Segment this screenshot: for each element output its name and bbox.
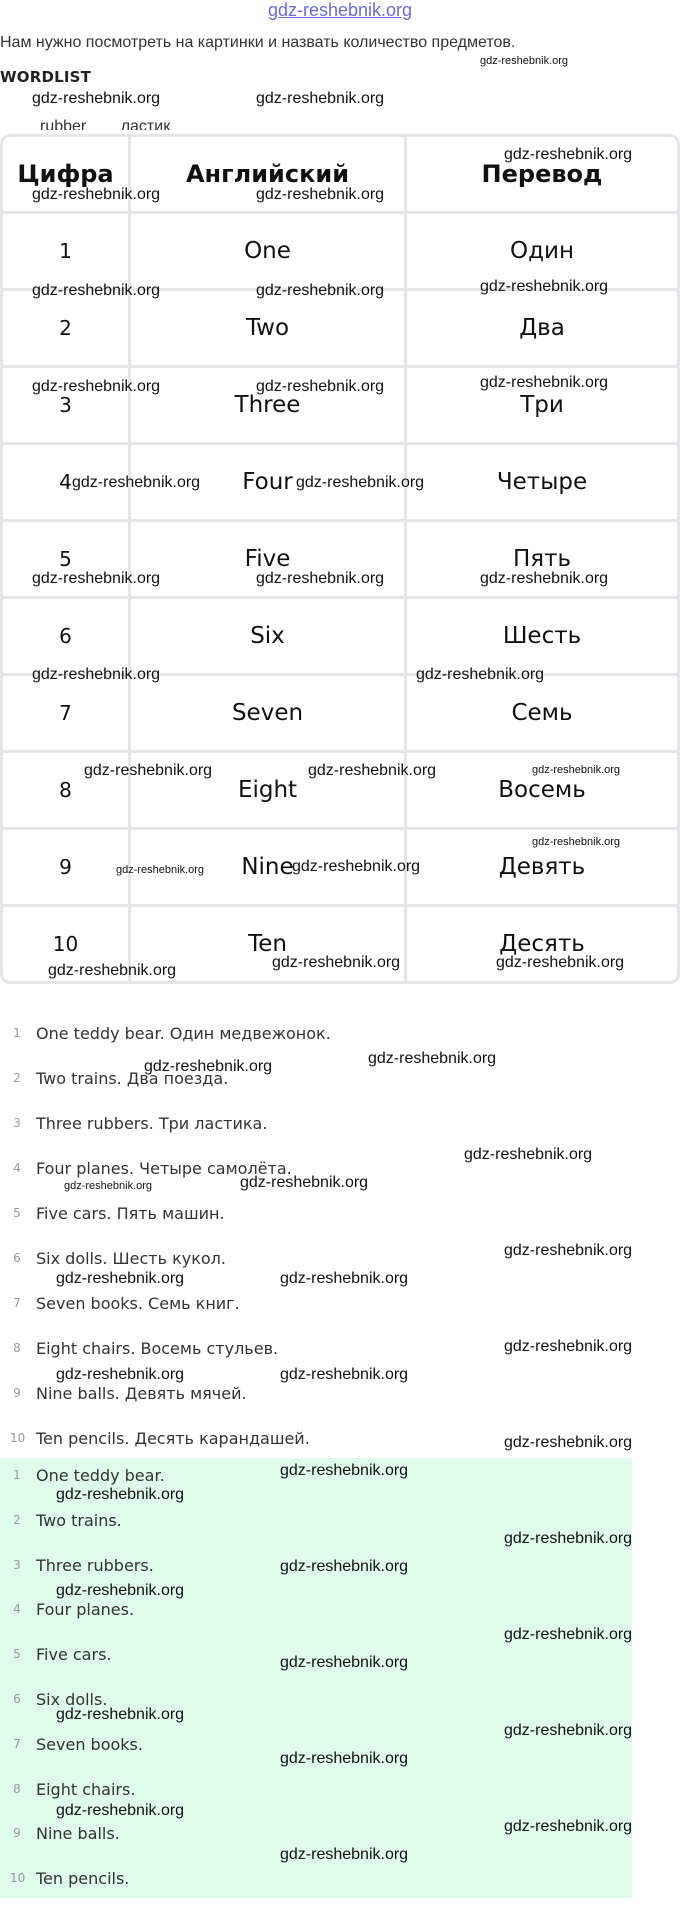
list-text: Nine balls. xyxy=(36,1824,120,1844)
cell-english: Two xyxy=(131,291,407,368)
table-row xyxy=(3,753,677,830)
list-number: 8 xyxy=(13,1341,21,1355)
cell-translation: Семь xyxy=(407,676,677,753)
cell-translation: Десять xyxy=(499,931,585,957)
watermark: gdz-reshebnik.org xyxy=(116,864,205,876)
list-number: 5 xyxy=(13,1206,21,1220)
list-text: Three rubbers. Три ластика. xyxy=(36,1114,268,1133)
watermark: gdz-reshebnik.org xyxy=(144,1058,273,1075)
numbers-table xyxy=(0,134,680,984)
watermark: gdz-reshebnik.org xyxy=(280,1270,409,1287)
watermark: gdz-reshebnik.org xyxy=(464,1146,593,1163)
sentence-list xyxy=(0,1020,632,1470)
list-text: Six dolls. xyxy=(36,1689,108,1709)
list-number: 1 xyxy=(13,1026,21,1040)
cell-translation: Шесть xyxy=(407,599,677,676)
watermark: gdz-reshebnik.org xyxy=(504,1818,633,1835)
watermark: gdz-reshebnik.org xyxy=(32,378,161,395)
cell-english: One xyxy=(131,214,407,291)
watermark: gdz-reshebnik.org xyxy=(504,1722,633,1739)
list-item xyxy=(0,1772,632,1817)
watermark: gdz-reshebnik.org xyxy=(32,282,161,299)
list-number: 6 xyxy=(13,1251,21,1265)
list-number: 4 xyxy=(13,1161,21,1175)
list-item xyxy=(0,1020,632,1065)
watermark: gdz-reshebnik.org xyxy=(292,858,421,875)
cell-english: Five xyxy=(131,522,407,599)
watermark: gdz-reshebnik.org xyxy=(64,1180,153,1192)
watermark: gdz-reshebnik.org xyxy=(504,1626,633,1643)
table-header-row xyxy=(3,137,677,214)
cell-digit: 6 xyxy=(3,599,131,676)
list-text: Four planes. Четыре самолёта. xyxy=(36,1159,292,1178)
watermark: gdz-reshebnik.org xyxy=(72,474,201,491)
list-item xyxy=(0,1290,632,1335)
cell-digit: 5 xyxy=(3,522,131,599)
watermark: gdz-reshebnik.org xyxy=(504,1530,633,1547)
watermark: gdz-reshebnik.org xyxy=(280,1462,409,1479)
cell-digit: 4 xyxy=(3,445,131,522)
list-text: Eight chairs. xyxy=(36,1779,136,1799)
list-number: 4 xyxy=(13,1602,21,1617)
cell-english: Ten xyxy=(131,907,407,981)
cell-translation: Один xyxy=(407,214,677,291)
wordlist-words: rubber ластик xyxy=(40,118,171,130)
list-item xyxy=(0,1380,632,1425)
list-text: Ten pencils. Десять карандашей. xyxy=(36,1429,310,1448)
cell-digit: 7 xyxy=(3,676,131,753)
watermark: gdz-reshebnik.org xyxy=(280,1846,409,1863)
list-number: 7 xyxy=(13,1736,21,1751)
cell-digit: 10 xyxy=(3,907,131,981)
table-row xyxy=(3,676,677,753)
list-number: 6 xyxy=(13,1691,21,1706)
table-row xyxy=(3,214,677,291)
list-number: 3 xyxy=(13,1557,21,1572)
list-item xyxy=(0,1727,632,1772)
watermark: gdz-reshebnik.org xyxy=(308,762,437,779)
task-instruction: Нам нужно посмотреть на картинки и назвать количество предметов. xyxy=(0,34,516,51)
list-number: 7 xyxy=(13,1296,21,1310)
list-text: Eight chairs. Восемь стульев. xyxy=(36,1339,279,1358)
cell-english: Six xyxy=(131,599,407,676)
watermark: gdz-reshebnik.org xyxy=(296,474,425,491)
list-text: Five cars. xyxy=(36,1645,112,1665)
watermark: gdz-reshebnik.org xyxy=(56,1582,185,1599)
cell-english: Nine xyxy=(131,830,407,907)
watermark: gdz-reshebnik.org xyxy=(256,90,385,107)
list-item xyxy=(0,1548,632,1593)
watermark: gdz-reshebnik.org xyxy=(256,378,385,395)
watermark: gdz-reshebnik.org xyxy=(280,1654,409,1671)
list-number: 10 xyxy=(10,1431,26,1445)
table-row xyxy=(3,599,677,676)
table-row xyxy=(3,907,677,981)
list-text: One teddy bear. Один медвежонок. xyxy=(36,1024,331,1043)
list-item xyxy=(0,1110,632,1155)
list-number: 9 xyxy=(13,1826,21,1841)
header-digit: Цифра xyxy=(3,137,131,214)
list-text: Two trains. xyxy=(36,1510,122,1530)
watermark: gdz-reshebnik.org xyxy=(56,1366,185,1383)
watermark: gdz-reshebnik.org xyxy=(504,1338,633,1355)
cell-digit: 2 xyxy=(3,291,131,368)
header-translation: Перевод xyxy=(407,137,677,214)
list-number: 1 xyxy=(13,1468,21,1482)
list-text: Seven books. Семь книг. xyxy=(36,1294,240,1313)
watermark: gdz-reshebnik.org xyxy=(256,282,385,299)
watermark: gdz-reshebnik.org xyxy=(496,954,625,971)
list-item xyxy=(0,1458,632,1503)
watermark: gdz-reshebnik.org xyxy=(532,764,621,776)
list-item xyxy=(0,1861,632,1906)
cell-english: Three xyxy=(131,368,407,445)
watermark: gdz-reshebnik.org xyxy=(368,1050,497,1067)
watermark: gdz-reshebnik.org xyxy=(56,1486,185,1503)
list-item xyxy=(0,1816,632,1861)
cell-digit: 1 xyxy=(3,214,131,291)
table-row xyxy=(3,522,677,599)
list-text: Seven books. xyxy=(36,1734,143,1754)
watermark: gdz-reshebnik.org xyxy=(32,666,161,683)
watermark: gdz-reshebnik.org xyxy=(32,570,161,587)
watermark: gdz-reshebnik.org xyxy=(56,1270,185,1287)
list-item xyxy=(0,1245,632,1290)
list-text: Ten pencils. xyxy=(36,1869,130,1889)
watermark: gdz-reshebnik.org xyxy=(48,962,177,979)
list-number: 10 xyxy=(10,1871,26,1886)
cell-digit: 9 xyxy=(3,830,131,907)
list-number: 9 xyxy=(13,1386,21,1400)
cell-english: Eight xyxy=(131,753,407,830)
watermark: gdz-reshebnik.org xyxy=(84,762,213,779)
list-text: One teddy bear. xyxy=(36,1466,165,1485)
watermark: gdz-reshebnik.org xyxy=(56,1706,185,1723)
watermark: gdz-reshebnik.org xyxy=(504,146,633,163)
list-item xyxy=(0,1682,632,1727)
watermark: gdz-reshebnik.org xyxy=(480,374,609,391)
watermark: gdz-reshebnik.org xyxy=(480,278,609,295)
table-row xyxy=(3,291,677,368)
list-text: Five cars. Пять машин. xyxy=(36,1204,225,1223)
list-text: Nine balls. Девять мячей. xyxy=(36,1384,247,1403)
watermark: gdz-reshebnik.org xyxy=(280,1366,409,1383)
list-text: Four planes. xyxy=(36,1600,135,1620)
list-number: 8 xyxy=(13,1781,21,1796)
site-title-link[interactable]: gdz-reshebnik.org xyxy=(267,0,413,20)
table-row xyxy=(3,830,677,907)
list-item xyxy=(0,1637,632,1682)
watermark: gdz-reshebnik.org xyxy=(480,55,569,67)
cell-translation: Девять xyxy=(407,830,677,907)
watermark: gdz-reshebnik.org xyxy=(272,954,401,971)
watermark: gdz-reshebnik.org xyxy=(32,90,161,107)
watermark: gdz-reshebnik.org xyxy=(504,1434,633,1451)
watermark: gdz-reshebnik.org xyxy=(240,1174,369,1191)
cell-translation: Восемь xyxy=(407,753,677,830)
watermark: gdz-reshebnik.org xyxy=(56,1802,185,1819)
cell-translation: Три xyxy=(407,368,677,445)
watermark: gdz-reshebnik.org xyxy=(504,1242,633,1259)
header-english: Английский xyxy=(131,137,407,214)
cell-translation: Пять xyxy=(407,522,677,599)
cell-digit: 3 xyxy=(3,368,131,445)
list-item xyxy=(0,1065,632,1110)
watermark: gdz-reshebnik.org xyxy=(532,836,621,848)
cell-english: Four xyxy=(131,445,407,522)
watermark: gdz-reshebnik.org xyxy=(256,570,385,587)
list-item xyxy=(0,1592,632,1637)
list-number: 2 xyxy=(13,1512,21,1527)
table-row xyxy=(3,445,677,522)
list-text: Three rubbers. xyxy=(36,1555,154,1575)
list-item xyxy=(0,1503,632,1548)
watermark: gdz-reshebnik.org xyxy=(32,186,161,203)
cell-translation: Два xyxy=(407,291,677,368)
watermark: gdz-reshebnik.org xyxy=(256,186,385,203)
list-item xyxy=(0,1200,632,1245)
watermark: gdz-reshebnik.org xyxy=(280,1750,409,1767)
list-text: Six dolls. Шесть кукол. xyxy=(36,1249,226,1268)
list-item xyxy=(0,1155,632,1200)
list-text: Two trains. Два поезда. xyxy=(36,1069,229,1088)
list-number: 2 xyxy=(13,1071,21,1085)
list-number: 3 xyxy=(13,1116,21,1130)
wordlist-heading: WORDLIST xyxy=(0,68,92,86)
cell-translation: Четыре xyxy=(407,445,677,522)
watermark: gdz-reshebnik.org xyxy=(280,1558,409,1575)
answer-list xyxy=(0,1458,632,1898)
cell-english: Seven xyxy=(131,676,407,753)
list-number: 5 xyxy=(13,1647,21,1662)
list-item xyxy=(0,1335,632,1380)
watermark: gdz-reshebnik.org xyxy=(416,666,545,683)
watermark: gdz-reshebnik.org xyxy=(480,570,609,587)
cell-digit: 8 xyxy=(3,753,131,830)
table-row xyxy=(3,368,677,445)
